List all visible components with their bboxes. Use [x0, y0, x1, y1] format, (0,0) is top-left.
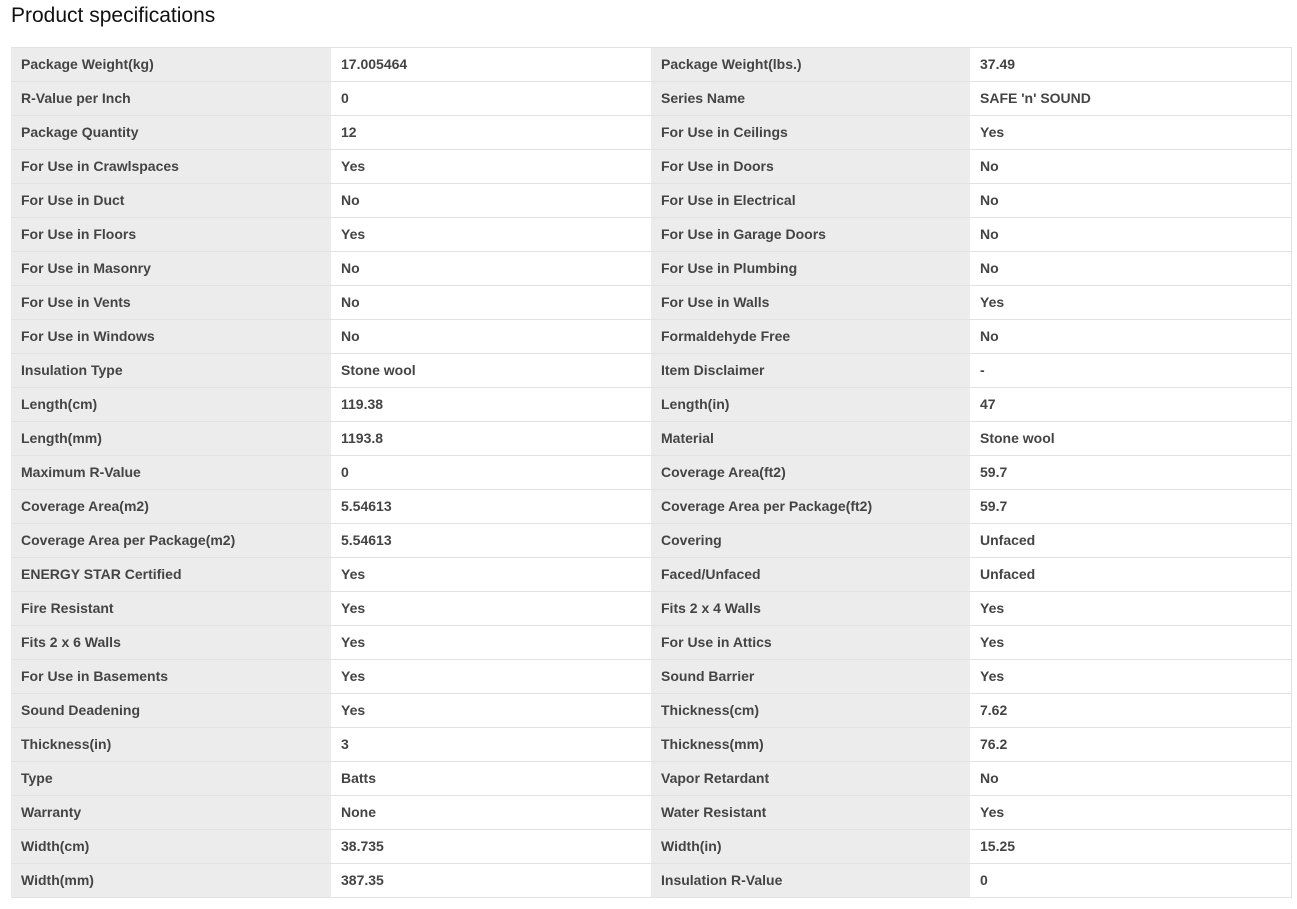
spec-label: Coverage Area(ft2) [651, 456, 970, 490]
specifications-table-body [11, 48, 1291, 898]
spec-label: Series Name [651, 82, 970, 116]
spec-value: Yes [331, 626, 651, 660]
spec-label: For Use in Attics [651, 626, 970, 660]
spec-value: 5.54613 [331, 490, 651, 524]
spec-value: 38.735 [331, 830, 651, 864]
spec-value: Yes [331, 694, 651, 728]
spec-label: Item Disclaimer [651, 354, 970, 388]
spec-label: For Use in Garage Doors [651, 218, 970, 252]
spec-value: Yes [970, 626, 1291, 660]
spec-label: For Use in Crawlspaces [11, 150, 331, 184]
spec-value: 7.62 [970, 694, 1291, 728]
spec-row [11, 116, 1291, 150]
spec-value: 119.38 [331, 388, 651, 422]
spec-value: 12 [331, 116, 651, 150]
spec-label: For Use in Vents [11, 286, 331, 320]
spec-label: ENERGY STAR Certified [11, 558, 331, 592]
spec-row [11, 592, 1291, 626]
spec-row [11, 830, 1291, 864]
spec-value: - [970, 354, 1291, 388]
spec-value: Stone wool [331, 354, 651, 388]
spec-label: Fits 2 x 6 Walls [11, 626, 331, 660]
spec-label: Warranty [11, 796, 331, 830]
spec-value: 47 [970, 388, 1291, 422]
spec-label: Sound Deadening [11, 694, 331, 728]
spec-row [11, 48, 1291, 82]
spec-value: SAFE 'n' SOUND [970, 82, 1291, 116]
spec-row [11, 490, 1291, 524]
spec-value: No [331, 184, 651, 218]
spec-value: 3 [331, 728, 651, 762]
spec-label: For Use in Doors [651, 150, 970, 184]
spec-label: For Use in Windows [11, 320, 331, 354]
spec-value: 76.2 [970, 728, 1291, 762]
spec-label: Material [651, 422, 970, 456]
spec-label: Coverage Area per Package(ft2) [651, 490, 970, 524]
spec-value: None [331, 796, 651, 830]
spec-row [11, 660, 1291, 694]
spec-row [11, 728, 1291, 762]
specifications-table [11, 47, 1292, 898]
spec-value: No [331, 286, 651, 320]
spec-value: 37.49 [970, 48, 1291, 82]
spec-label: Covering [651, 524, 970, 558]
spec-value: Yes [970, 116, 1291, 150]
spec-value: No [970, 218, 1291, 252]
spec-value: Yes [331, 218, 651, 252]
spec-row [11, 218, 1291, 252]
spec-value: Yes [970, 286, 1291, 320]
spec-value: No [970, 762, 1291, 796]
spec-label: Package Weight(kg) [11, 48, 331, 82]
spec-value: 59.7 [970, 456, 1291, 490]
spec-value: 17.005464 [331, 48, 651, 82]
spec-label: Package Weight(lbs.) [651, 48, 970, 82]
page-title: Product specifications [11, 4, 216, 27]
spec-label: Length(mm) [11, 422, 331, 456]
spec-value: No [970, 252, 1291, 286]
spec-value: 0 [331, 456, 651, 490]
spec-row [11, 354, 1291, 388]
spec-row [11, 762, 1291, 796]
spec-value: 387.35 [331, 864, 651, 898]
spec-value: Yes [331, 592, 651, 626]
spec-label: Coverage Area(m2) [11, 490, 331, 524]
spec-value: 5.54613 [331, 524, 651, 558]
spec-value: 15.25 [970, 830, 1291, 864]
spec-label: For Use in Electrical [651, 184, 970, 218]
spec-label: R-Value per Inch [11, 82, 331, 116]
spec-row [11, 388, 1291, 422]
spec-row [11, 626, 1291, 660]
spec-row [11, 864, 1291, 898]
spec-label: Width(mm) [11, 864, 331, 898]
spec-label: Package Quantity [11, 116, 331, 150]
spec-label: Length(cm) [11, 388, 331, 422]
spec-value: Yes [331, 660, 651, 694]
spec-value: 1193.8 [331, 422, 651, 456]
spec-value: No [331, 252, 651, 286]
spec-label: Maximum R-Value [11, 456, 331, 490]
spec-value: Yes [970, 592, 1291, 626]
spec-row [11, 184, 1291, 218]
spec-label: Thickness(mm) [651, 728, 970, 762]
spec-value: Yes [331, 150, 651, 184]
spec-value: No [970, 320, 1291, 354]
spec-label: Vapor Retardant [651, 762, 970, 796]
spec-value: 0 [331, 82, 651, 116]
spec-value: No [970, 150, 1291, 184]
spec-value: Yes [970, 660, 1291, 694]
spec-label: For Use in Duct [11, 184, 331, 218]
spec-label: Insulation R-Value [651, 864, 970, 898]
spec-label: Insulation Type [11, 354, 331, 388]
spec-label: Width(cm) [11, 830, 331, 864]
spec-value: Yes [970, 796, 1291, 830]
spec-label: Length(in) [651, 388, 970, 422]
spec-row [11, 558, 1291, 592]
spec-label: Sound Barrier [651, 660, 970, 694]
spec-label: For Use in Floors [11, 218, 331, 252]
spec-label: For Use in Masonry [11, 252, 331, 286]
spec-label: For Use in Plumbing [651, 252, 970, 286]
spec-value: No [331, 320, 651, 354]
spec-value: No [970, 184, 1291, 218]
spec-row [11, 252, 1291, 286]
spec-row [11, 694, 1291, 728]
spec-label: For Use in Ceilings [651, 116, 970, 150]
spec-label: Width(in) [651, 830, 970, 864]
spec-label: Faced/Unfaced [651, 558, 970, 592]
spec-value: Unfaced [970, 524, 1291, 558]
spec-label: Thickness(in) [11, 728, 331, 762]
spec-row [11, 286, 1291, 320]
spec-label: Formaldehyde Free [651, 320, 970, 354]
spec-row [11, 524, 1291, 558]
spec-label: Fits 2 x 4 Walls [651, 592, 970, 626]
spec-value: Yes [331, 558, 651, 592]
spec-label: Thickness(cm) [651, 694, 970, 728]
spec-label: For Use in Walls [651, 286, 970, 320]
spec-label: For Use in Basements [11, 660, 331, 694]
spec-label: Water Resistant [651, 796, 970, 830]
spec-row [11, 796, 1291, 830]
spec-row [11, 456, 1291, 490]
spec-label: Type [11, 762, 331, 796]
spec-row [11, 422, 1291, 456]
spec-value: Unfaced [970, 558, 1291, 592]
spec-value: 59.7 [970, 490, 1291, 524]
spec-value: Stone wool [970, 422, 1291, 456]
spec-label: Coverage Area per Package(m2) [11, 524, 331, 558]
spec-value: 0 [970, 864, 1291, 898]
spec-value: Batts [331, 762, 651, 796]
spec-row [11, 320, 1291, 354]
spec-row [11, 150, 1291, 184]
spec-label: Fire Resistant [11, 592, 331, 626]
spec-row [11, 82, 1291, 116]
